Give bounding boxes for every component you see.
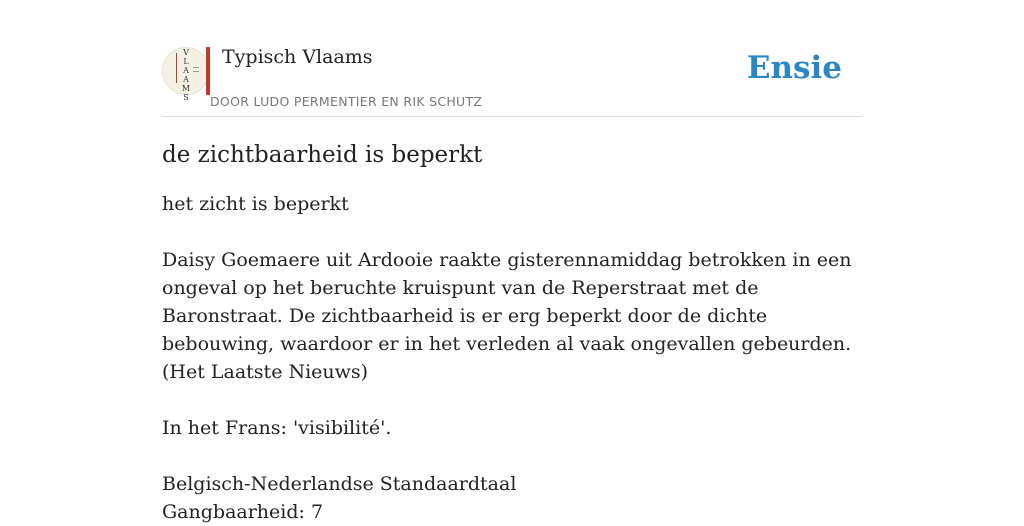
example-text: Daisy Goemaere uit Ardooie raakte gisterennamiddag betrokken in een ongeval op het beruchte kruispunt van de Reperstraat met de Baronstraat. De zichtbaarheid is er erg beperkt door de dichte bebouwing, waardoor er in het verleden al vaak ongevallen gebeurden. xyxy=(162,249,852,355)
logo-letter: A xyxy=(183,66,189,75)
byline: DOOR LUDO PERMENTIER EN RIK SCHUTZ xyxy=(210,94,483,109)
article-header xyxy=(162,44,862,117)
logo-decoration xyxy=(193,71,199,72)
entry-language: Belgisch-Nederlandse Standaardtaal xyxy=(162,473,517,495)
logo-decoration xyxy=(193,67,199,68)
entry-headword: de zichtbaarheid is beperkt xyxy=(162,142,483,168)
entry-french: In het Frans: 'visibilité'. xyxy=(162,417,392,439)
logo-letter: A xyxy=(183,75,189,84)
logo-letter: V xyxy=(183,48,189,57)
logo-letter: S xyxy=(183,93,189,102)
entry-frequency: Gangbaarheid: 7 xyxy=(162,501,324,523)
entry-example xyxy=(162,246,862,386)
example-source: (Het Laatste Nieuws) xyxy=(162,361,369,383)
logo-letter: L xyxy=(183,57,189,66)
entry-content xyxy=(162,140,862,526)
logo-text xyxy=(181,48,191,102)
logo-letter: M xyxy=(181,84,191,93)
entry-meta xyxy=(162,470,862,526)
typisch-vlaams-logo[interactable] xyxy=(162,47,210,102)
site-title[interactable]: Typisch Vlaams xyxy=(222,46,373,68)
logo-red-line xyxy=(176,53,177,83)
entry-definition: het zicht is beperkt xyxy=(162,193,349,215)
ensie-brand-logo[interactable]: Ensie xyxy=(746,50,842,86)
logo-red-edge xyxy=(206,47,210,95)
